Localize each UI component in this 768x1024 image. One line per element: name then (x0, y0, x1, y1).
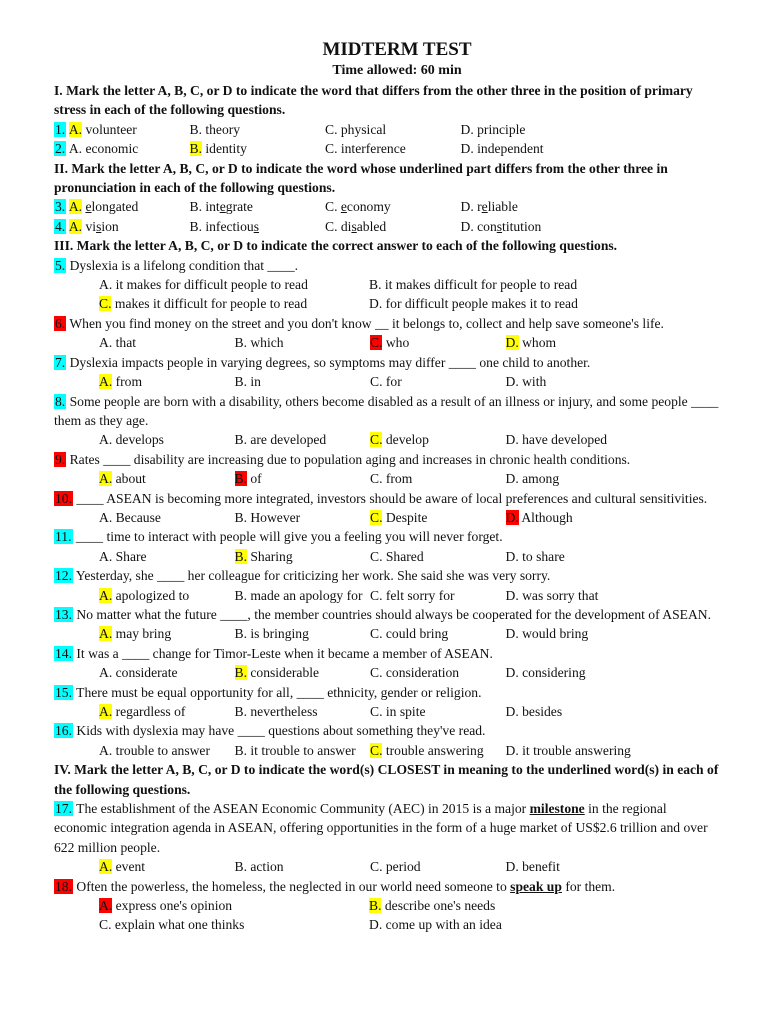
q18-option-a[interactable] (99, 896, 369, 915)
q14-option-c[interactable]: C. consideration (370, 665, 460, 681)
q2-option-c[interactable]: C. interference (325, 141, 406, 157)
q9-option-d[interactable]: D. among (505, 471, 560, 487)
q3-option-c[interactable] (325, 197, 461, 216)
q18-option-b[interactable] (369, 896, 639, 915)
question-2 (54, 139, 722, 158)
question-text: No matter what the future ____, the member countries should always be cooperated for the development of ASEAN. (73, 606, 711, 622)
answer-letter: B. (234, 665, 247, 681)
question-11-options (54, 547, 722, 566)
option-text: Although (518, 509, 573, 525)
question-number: 12. (55, 568, 72, 584)
question-3 (54, 197, 722, 216)
q9-option-b[interactable] (235, 469, 371, 488)
question-1 (54, 120, 722, 139)
q17-option-d[interactable]: D. benefit (505, 859, 560, 875)
question-text: There must be equal opportunity for all, ____ ethnicity, gender or religion. (73, 684, 482, 700)
q7-option-c[interactable]: C. for (370, 374, 402, 390)
question-12-stem (54, 566, 722, 585)
question-text: in the regional economic integration agenda in ASEAN, offering opportunities in the form of a huge market of US$2.6 trillion and over 622 million people. (54, 801, 708, 855)
q1-option-a[interactable] (54, 120, 190, 139)
answer-letter: A. (68, 218, 83, 234)
question-6-stem (54, 314, 722, 333)
question-number: 7. (55, 354, 66, 370)
answer-letter: A. (99, 626, 113, 642)
option-text: D. r (460, 199, 482, 215)
option-text: volunteer (82, 121, 137, 137)
option-text: abled (356, 218, 387, 234)
q11-option-c[interactable]: C. Shared (370, 548, 424, 564)
q6-option-b[interactable]: B. which (234, 335, 284, 351)
question-7-options (54, 372, 722, 391)
q8-option-b[interactable]: B. are developed (234, 432, 327, 448)
q6-option-c[interactable] (370, 333, 506, 352)
q18-option-c[interactable]: C. explain what one thinks (99, 917, 245, 933)
option-text: conomy (346, 199, 391, 215)
answer-letter: B. (234, 548, 247, 564)
question-text: Some people are born with a disability, others become disabled as a result of an illness or injury, and some people ____ them as they age. (54, 393, 719, 428)
question-10-stem (54, 489, 722, 508)
question-17-stem (54, 799, 722, 857)
q3-option-a[interactable] (54, 197, 190, 216)
answer-letter: C. (370, 432, 383, 448)
option-text: C. di (325, 218, 352, 234)
question-number: 4. (55, 218, 66, 234)
question-text: When you find money on the street and you don't know __ it belongs to, collect and help save someone's life. (66, 315, 664, 331)
q11-option-d[interactable]: D. to share (505, 548, 565, 564)
q2-option-a[interactable] (54, 139, 190, 158)
q8-option-a[interactable]: A. develops (99, 432, 164, 448)
option-text: Despite (382, 509, 428, 525)
q8-option-c[interactable] (370, 430, 506, 449)
question-7-stem (54, 353, 722, 372)
question-number: 3. (55, 199, 66, 215)
question-17-options (54, 857, 722, 876)
q4-option-a[interactable] (54, 217, 190, 236)
q3-option-b[interactable] (190, 197, 326, 216)
option-text: C. (325, 199, 341, 215)
q5-option-c[interactable] (99, 294, 369, 313)
option-text: liable (487, 199, 518, 215)
option-text: describe one's needs (381, 898, 496, 914)
section-4-heading: IV. Mark the letter A, B, C, or D to indicate the word(s) CLOSEST in meaning to the underlined word(s) in each of the following questions. (54, 762, 719, 797)
question-9-options (54, 469, 722, 488)
question-number: 6. (55, 315, 66, 331)
q15-option-c[interactable]: C. in spite (370, 704, 426, 719)
option-text: B. int (189, 199, 220, 215)
q14-option-a[interactable]: A. considerate (99, 665, 178, 681)
q4-option-b[interactable] (190, 217, 326, 236)
q3-option-d[interactable] (461, 197, 597, 216)
q15-option-a[interactable] (99, 702, 235, 721)
question-15-options (54, 702, 722, 721)
q7-option-a[interactable] (99, 372, 235, 391)
q6-option-a[interactable]: A. that (99, 335, 136, 351)
question-number: 8. (55, 393, 66, 409)
q7-option-d[interactable]: D. with (505, 374, 547, 390)
q16-option-c[interactable] (370, 741, 506, 760)
question-text: Kids with dyslexia may have ____ questions about something they've read. (73, 723, 486, 739)
question-18-options-row-1 (54, 896, 722, 915)
question-text: Rates ____ disability are increasing due to population aging and increases in chronic health conditions. (66, 451, 631, 467)
q14-option-b[interactable] (235, 663, 371, 682)
answer-letter: A. (99, 859, 113, 875)
q18-option-d[interactable]: D. come up with an idea (369, 917, 502, 933)
question-4 (54, 217, 722, 236)
q12-option-a[interactable] (99, 586, 235, 605)
option-text: develop (382, 432, 429, 448)
question-text: Often the powerless, the homeless, the neglected in our world need someone to (73, 878, 511, 894)
q17-option-a[interactable] (99, 857, 235, 876)
q13-option-d[interactable]: D. would bring (505, 626, 589, 642)
question-text: It was a ____ change for Timor-Leste when it became a member of ASEAN. (73, 645, 493, 661)
underlined-sound: s (253, 218, 259, 234)
underlined-sound: s (96, 218, 102, 234)
question-text: Yesterday, she ____ her colleague for criticizing her work. She said she was very sorry. (73, 568, 551, 584)
q11-option-a[interactable]: A. Share (99, 548, 147, 564)
underlined-sound: s (496, 218, 503, 234)
question-9-stem (54, 450, 722, 469)
underlined-keyword: speak up (510, 878, 562, 894)
q15-option-b[interactable]: B. nevertheless (234, 704, 318, 719)
q17-option-c[interactable]: C. period (370, 859, 421, 875)
q13-option-a[interactable] (99, 624, 235, 643)
q11-option-b[interactable] (235, 547, 371, 566)
option-text: Sharing (246, 548, 293, 564)
question-13-stem (54, 605, 722, 624)
option-text: longated (91, 199, 139, 215)
question-number: 1. (55, 121, 66, 137)
option-text: trouble answering (382, 742, 484, 758)
q6-option-d[interactable] (506, 333, 642, 352)
question-text: The establishment of the ASEAN Economic Community (AEC) in 2015 is a major (73, 801, 530, 817)
q12-option-c[interactable]: C. felt sorry for (370, 587, 455, 603)
q2-option-b[interactable] (190, 139, 326, 158)
answer-letter: D. (505, 335, 519, 351)
option-text: whom (518, 335, 557, 351)
underlined-sound: e (85, 199, 92, 215)
wrong-answer-letter: C. (370, 335, 383, 351)
q5-option-a[interactable]: A. it makes for difficult people to read (99, 277, 308, 293)
question-16-options (54, 741, 722, 760)
question-16-stem (54, 721, 722, 740)
q10-option-d[interactable] (506, 508, 642, 527)
question-12-options (54, 586, 722, 605)
q2-option-d[interactable]: D. independent (460, 141, 544, 157)
q17-option-b[interactable]: B. action (234, 859, 284, 875)
answer-letter: A. (99, 471, 113, 487)
answer-letter: B. (369, 898, 382, 914)
question-number: 16. (55, 723, 72, 739)
q13-option-c[interactable]: C. could bring (370, 626, 449, 642)
question-number: 15. (55, 684, 72, 700)
answer-letter: C. (99, 296, 112, 312)
question-number: 9. (55, 451, 66, 467)
option-text: from (112, 374, 143, 390)
section-3-heading: III. Mark the letter A, B, C, or D to indicate the correct answer to each of the following questions. (54, 238, 618, 254)
q1-option-d[interactable]: D. principle (460, 121, 526, 137)
q12-option-d[interactable]: D. was sorry that (505, 587, 599, 603)
option-text: makes it difficult for people to read (111, 296, 308, 312)
page-title: MIDTERM TEST (322, 39, 472, 60)
question-6-options (54, 333, 722, 352)
question-number: 17. (55, 801, 72, 817)
question-number: 13. (55, 606, 72, 622)
q10-option-b[interactable]: B. However (234, 509, 301, 525)
q9-option-a[interactable] (99, 469, 235, 488)
q8-option-d[interactable]: D. have developed (505, 432, 608, 448)
section-1-heading: I. Mark the letter A, B, C, or D to indicate the word that differs from the other three in the position of primary stress in each of the following questions. (54, 83, 693, 118)
answer-letter: A. (68, 199, 83, 215)
wrong-answer-letter: A. (99, 898, 113, 914)
question-8-stem (54, 392, 722, 431)
answer-letter: A. (99, 704, 113, 719)
question-number: 2. (55, 141, 66, 157)
question-text: Dyslexia is a lifelong condition that ____. (66, 257, 299, 273)
q12-option-b[interactable]: B. made an apology for (234, 587, 363, 603)
underlined-sound: e (219, 199, 226, 215)
option-text: A. economic (68, 141, 139, 157)
q4-option-d[interactable] (461, 217, 597, 236)
answer-letter: A. (99, 587, 113, 603)
q1-option-c[interactable]: C. physical (325, 121, 387, 137)
question-number: 11. (55, 529, 72, 545)
question-18-options-row-2 (54, 915, 722, 934)
answer-letter: A. (99, 374, 113, 390)
option-text: vi (82, 218, 97, 234)
q5-option-d[interactable]: D. for difficult people makes it to read (369, 296, 578, 312)
option-text: of (246, 471, 262, 487)
question-10-options (54, 508, 722, 527)
option-text: express one's opinion (112, 898, 233, 914)
option-text: identity (201, 141, 247, 157)
q14-option-d[interactable]: D. considering (505, 665, 586, 681)
option-text: titution (502, 218, 542, 234)
question-14-stem (54, 644, 722, 663)
q16-option-d[interactable]: D. it trouble answering (505, 742, 631, 758)
answer-letter: C. (370, 742, 383, 758)
answer-letter: A. (68, 121, 83, 137)
option-text: apologized to (112, 587, 190, 603)
q13-option-b[interactable]: B. is bringing (234, 626, 309, 642)
question-11-stem (54, 527, 722, 546)
wrong-answer-letter: C. (370, 509, 383, 525)
question-8-options (54, 430, 722, 449)
option-text: may bring (112, 626, 172, 642)
wrong-answer-letter: B. (234, 471, 247, 487)
question-15-stem (54, 683, 722, 702)
question-5-stem (54, 256, 722, 275)
question-text: Dyslexia impacts people in varying degrees, so symptoms may differ ____ one child to another. (66, 354, 591, 370)
q10-option-c[interactable] (370, 508, 506, 527)
q1-option-b[interactable]: B. theory (189, 121, 241, 137)
answer-letter: D. (505, 509, 519, 525)
question-number: 14. (55, 645, 72, 661)
question-5-options-row-2 (54, 294, 722, 313)
q4-option-c[interactable] (325, 217, 461, 236)
question-13-options (54, 624, 722, 643)
underlined-sound: e (340, 199, 347, 215)
option-text: grate (225, 199, 253, 215)
option-text: who (382, 335, 410, 351)
question-text: ____ ASEAN is becoming more integrated, investors should be aware of local preferences and cultural sensitivities. (73, 490, 708, 506)
question-number: 10. (55, 490, 72, 506)
option-text: regardless of (112, 704, 186, 719)
section-2-heading: II. Mark the letter A, B, C, or D to indicate the word whose underlined part differs from the other three in pronunciation in each of the following questions. (54, 160, 668, 196)
question-text: ____ time to interact with people will give you a feeling you will never forget. (72, 529, 503, 545)
q5-option-b[interactable]: B. it makes difficult for people to read (369, 277, 578, 293)
q7-option-b[interactable]: B. in (234, 374, 261, 390)
underlined-sound: e (481, 199, 488, 215)
option-text: about (112, 471, 146, 487)
question-number: 5. (55, 257, 66, 273)
question-14-options (54, 663, 722, 682)
underlined-sound: s (351, 218, 357, 234)
q15-option-d[interactable]: D. besides (505, 704, 563, 719)
q16-option-a[interactable]: A. trouble to answer (99, 742, 210, 758)
underlined-keyword: milestone (529, 801, 585, 817)
option-text: ion (101, 218, 119, 234)
q9-option-c[interactable]: C. from (370, 471, 413, 487)
question-number: 18. (55, 878, 72, 894)
answer-letter: B. (189, 141, 202, 157)
q10-option-a[interactable]: A. Because (99, 509, 161, 525)
q16-option-b[interactable]: B. it trouble to answer (234, 742, 356, 758)
time-allowed: Time allowed: 60 min (332, 63, 462, 78)
option-text: considerable (246, 665, 320, 681)
question-18-stem (54, 877, 722, 896)
question-text: for them. (561, 878, 616, 894)
question-5-options-row-1 (54, 275, 722, 294)
option-text: event (112, 859, 146, 875)
option-text: D. con (460, 218, 497, 234)
option-text: B. infectiou (189, 218, 254, 234)
